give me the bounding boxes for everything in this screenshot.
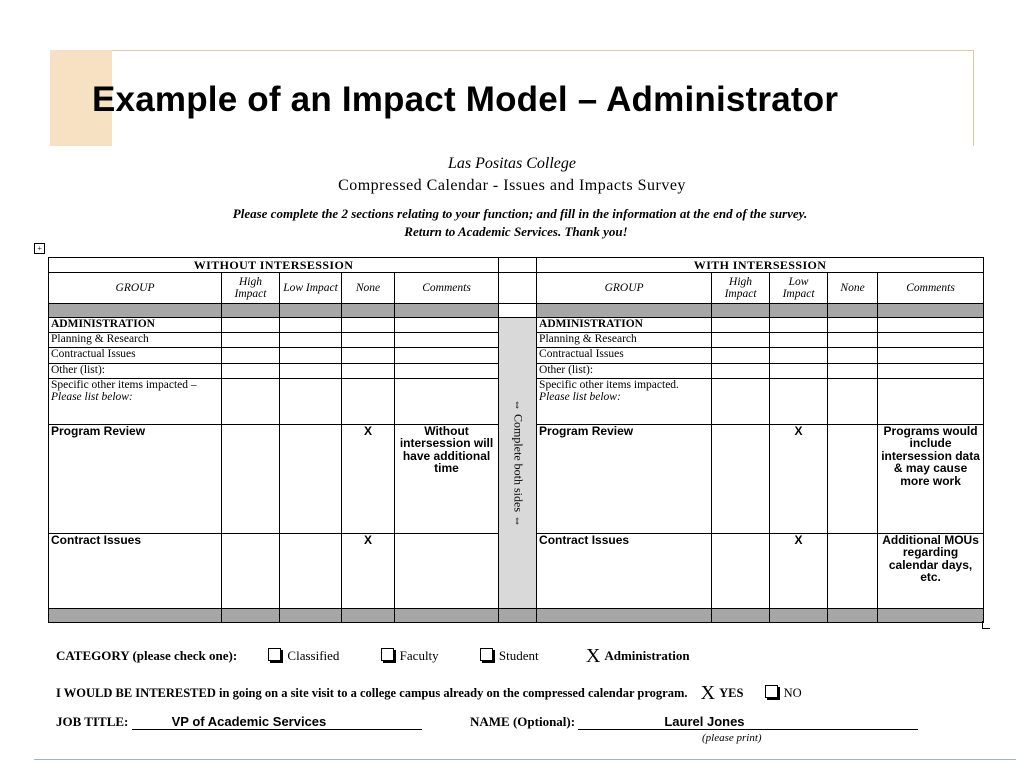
left-other-none-cell[interactable] bbox=[342, 363, 395, 378]
left-contractual: Contractual Issues bbox=[49, 348, 222, 363]
left-specific-none-cell[interactable] bbox=[342, 378, 395, 424]
right-specific-low-cell[interactable] bbox=[770, 378, 828, 424]
right-contractual-low-cell[interactable] bbox=[770, 348, 828, 363]
right-specific-items: Specific other items impacted. Please list below: bbox=[537, 378, 712, 424]
right-contract-low-mark[interactable]: X bbox=[770, 533, 828, 608]
right-col-low: Low Impact bbox=[770, 273, 828, 304]
right-contractual: Contractual Issues bbox=[537, 348, 712, 363]
middle-header-cell bbox=[499, 258, 537, 273]
job-title-label: JOB TITLE: bbox=[56, 714, 129, 729]
left-specific-comments-cell[interactable] bbox=[395, 378, 499, 424]
right-admin-high-cell[interactable] bbox=[712, 317, 770, 332]
left-contract-comments-cell[interactable] bbox=[395, 533, 499, 608]
right-contract-none-cell[interactable] bbox=[828, 533, 878, 608]
left-planning-comments-cell[interactable] bbox=[395, 333, 499, 348]
college-name: Las Positas College bbox=[447, 155, 576, 172]
right-col-comments: Comments bbox=[878, 273, 984, 304]
right-specific-none-cell[interactable] bbox=[828, 378, 878, 424]
right-contractual-none-cell[interactable] bbox=[828, 348, 878, 363]
complete-both-sides-note: ⇔ Complete both sides ⇔ bbox=[499, 317, 537, 608]
left-other-low-cell[interactable] bbox=[280, 363, 342, 378]
left-admin-comments-cell[interactable] bbox=[395, 317, 499, 332]
instruction-line-2: Return to Academic Services. Thank you! bbox=[404, 224, 628, 239]
shaded-row-bottom bbox=[49, 608, 984, 622]
left-specific-high-cell[interactable] bbox=[222, 378, 280, 424]
right-program-review: Program Review bbox=[537, 424, 712, 533]
left-planning-high-cell[interactable] bbox=[222, 333, 280, 348]
right-program-review-none-cell[interactable] bbox=[828, 424, 878, 533]
left-planning: Planning & Research bbox=[49, 333, 222, 348]
right-col-none: None bbox=[828, 273, 878, 304]
survey-table bbox=[48, 257, 984, 623]
category-line bbox=[56, 645, 690, 668]
option-yes[interactable]: X YES bbox=[700, 682, 744, 704]
right-program-review-low-mark[interactable]: X bbox=[770, 424, 828, 533]
left-col-group: GROUP bbox=[49, 273, 222, 304]
right-planning-low-cell[interactable] bbox=[770, 333, 828, 348]
left-specific-items: Specific other items impacted – Please list below: bbox=[49, 378, 222, 424]
option-administration[interactable]: X Administration bbox=[585, 645, 690, 667]
left-other-high-cell[interactable] bbox=[222, 363, 280, 378]
middle-col-head bbox=[499, 273, 537, 304]
right-admin-low-cell[interactable] bbox=[770, 317, 828, 332]
right-contract-comment[interactable]: Additional MOUs regarding calendar days, etc. bbox=[878, 533, 984, 608]
right-planning-comments-cell[interactable] bbox=[878, 333, 984, 348]
left-planning-none-cell[interactable] bbox=[342, 333, 395, 348]
left-col-comments: Comments bbox=[395, 273, 499, 304]
checkbox-icon[interactable] bbox=[381, 648, 394, 661]
bottom-divider bbox=[34, 759, 1016, 760]
right-program-review-high-cell[interactable] bbox=[712, 424, 770, 533]
right-col-group: GROUP bbox=[537, 273, 712, 304]
right-other-low-cell[interactable] bbox=[770, 363, 828, 378]
name-label: NAME (Optional): bbox=[470, 714, 576, 729]
right-admin-comments-cell[interactable] bbox=[878, 317, 984, 332]
left-contract-issues: Contract Issues bbox=[49, 533, 222, 608]
left-contract-low-cell[interactable] bbox=[280, 533, 342, 608]
selected-x-mark: X bbox=[700, 682, 716, 704]
left-specific-low-cell[interactable] bbox=[280, 378, 342, 424]
instruction-line-1: Please complete the 2 sections relating to your function; and fill in the information at the end of the survey. bbox=[232, 206, 808, 221]
right-administration: ADMINISTRATION bbox=[537, 317, 712, 332]
right-contractual-high-cell[interactable] bbox=[712, 348, 770, 363]
left-contractual-none-cell[interactable] bbox=[342, 348, 395, 363]
right-admin-none-cell[interactable] bbox=[828, 317, 878, 332]
left-program-review: Program Review bbox=[49, 424, 222, 533]
left-other: Other (list): bbox=[49, 363, 222, 378]
right-program-review-comment[interactable]: Programs would include intersession data & may cause more work bbox=[878, 424, 984, 533]
left-contract-none-mark[interactable]: X bbox=[342, 533, 395, 608]
job-title-field[interactable]: VP of Academic Services bbox=[132, 714, 422, 730]
left-planning-low-cell[interactable] bbox=[280, 333, 342, 348]
left-contractual-high-cell[interactable] bbox=[222, 348, 280, 363]
option-classified[interactable]: Classified bbox=[268, 648, 339, 663]
shaded-row-top bbox=[49, 303, 984, 317]
right-col-high: High Impact bbox=[712, 273, 770, 304]
left-admin-low-cell[interactable] bbox=[280, 317, 342, 332]
left-program-review-none-mark[interactable]: X bbox=[342, 424, 395, 533]
right-planning-none-cell[interactable] bbox=[828, 333, 878, 348]
right-contractual-comments-cell[interactable] bbox=[878, 348, 984, 363]
table-resize-handle-icon[interactable] bbox=[982, 621, 990, 629]
left-admin-high-cell[interactable] bbox=[222, 317, 280, 332]
left-col-high: High Impact bbox=[222, 273, 280, 304]
table-row bbox=[49, 317, 984, 332]
option-faculty[interactable]: Faculty bbox=[381, 648, 439, 663]
option-no[interactable]: NO bbox=[765, 686, 802, 700]
right-section-header: WITH INTERSESSION bbox=[537, 258, 984, 273]
checkbox-icon[interactable] bbox=[268, 648, 281, 661]
right-other-high-cell[interactable] bbox=[712, 363, 770, 378]
left-administration: ADMINISTRATION bbox=[49, 317, 222, 332]
name-field[interactable]: Laurel Jones bbox=[578, 714, 918, 730]
slide-title: Example of an Impact Model – Administrator bbox=[92, 80, 839, 119]
left-contractual-comments-cell[interactable] bbox=[395, 348, 499, 363]
left-other-comments-cell[interactable] bbox=[395, 363, 499, 378]
left-col-none: None bbox=[342, 273, 395, 304]
survey-title: Compressed Calendar - Issues and Impacts Survey bbox=[338, 177, 686, 194]
right-planning-high-cell[interactable] bbox=[712, 333, 770, 348]
right-other-none-cell[interactable] bbox=[828, 363, 878, 378]
option-student[interactable]: Student bbox=[480, 648, 539, 663]
left-program-review-high-cell[interactable] bbox=[222, 424, 280, 533]
left-contract-high-cell[interactable] bbox=[222, 533, 280, 608]
right-specific-high-cell[interactable] bbox=[712, 378, 770, 424]
job-title-line bbox=[56, 714, 422, 730]
right-other: Other (list): bbox=[537, 363, 712, 378]
left-col-low: Low Impact bbox=[280, 273, 342, 304]
left-section-header: WITHOUT INTERSESSION bbox=[49, 258, 499, 273]
checkbox-icon[interactable] bbox=[480, 648, 493, 661]
interest-question: I WOULD BE INTERESTED in going on a site visit to a college campus already on the compressed calendar program. bbox=[56, 686, 688, 700]
name-hint: (please print) bbox=[702, 732, 762, 744]
category-label: CATEGORY (please check one): bbox=[56, 648, 238, 663]
name-line bbox=[470, 714, 918, 730]
interest-line bbox=[56, 682, 802, 705]
right-other-comments-cell[interactable] bbox=[878, 363, 984, 378]
right-specific-comments-cell[interactable] bbox=[878, 378, 984, 424]
left-program-review-comment[interactable]: Without intersession will have additional time bbox=[395, 424, 499, 533]
left-admin-none-cell[interactable] bbox=[342, 317, 395, 332]
left-program-review-low-cell[interactable] bbox=[280, 424, 342, 533]
left-contractual-low-cell[interactable] bbox=[280, 348, 342, 363]
checkbox-icon[interactable] bbox=[765, 685, 778, 698]
right-planning: Planning & Research bbox=[537, 333, 712, 348]
right-contract-issues: Contract Issues bbox=[537, 533, 712, 608]
selected-x-mark: X bbox=[585, 645, 601, 667]
right-contract-high-cell[interactable] bbox=[712, 533, 770, 608]
table-move-handle-icon[interactable]: + bbox=[34, 243, 45, 254]
